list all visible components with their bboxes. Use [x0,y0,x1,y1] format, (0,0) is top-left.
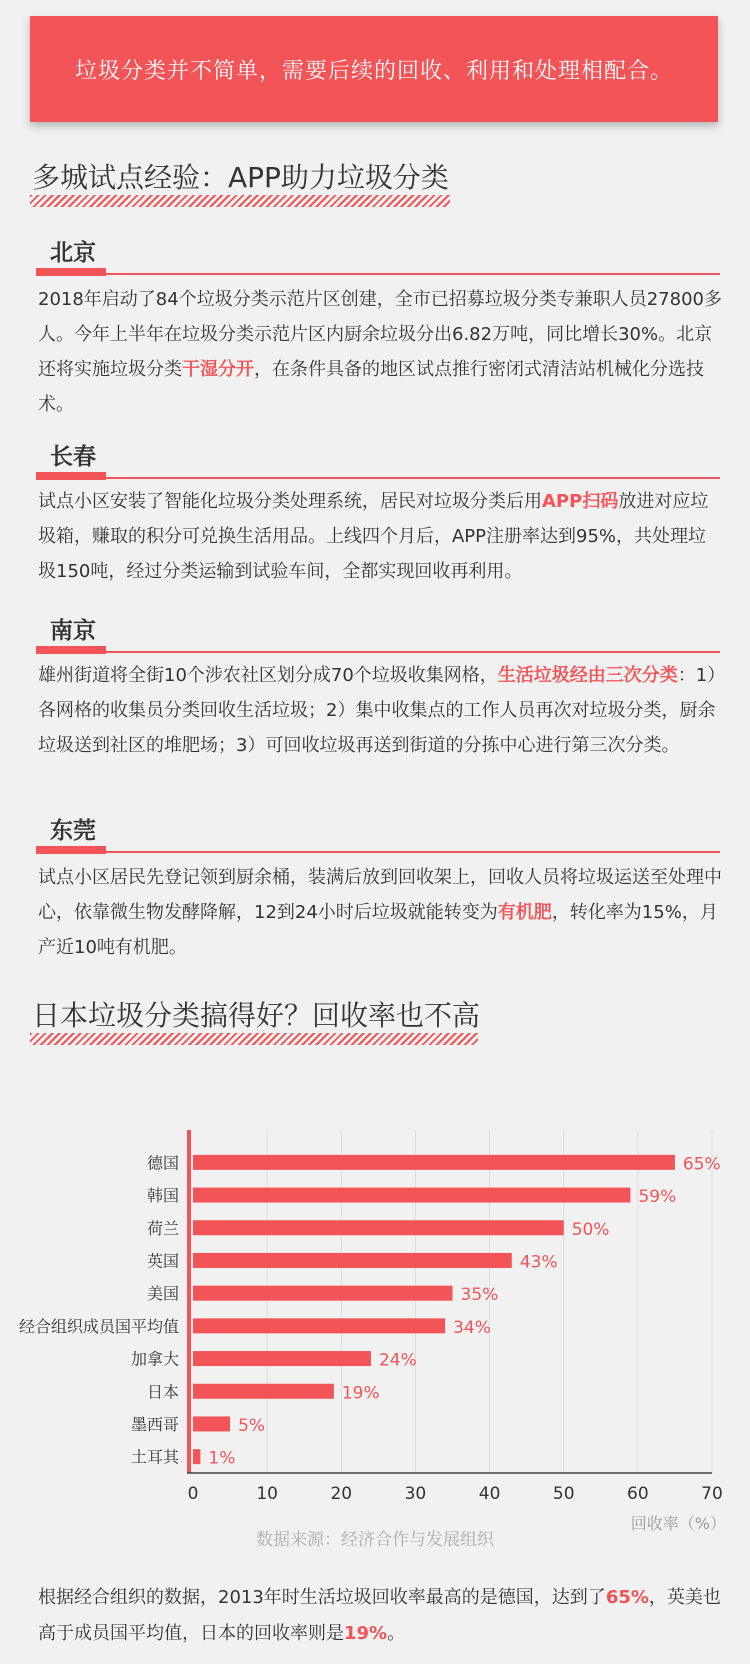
city-divider [36,472,720,480]
category-label: 荷兰 [146,1218,179,1238]
value-label: 19% [341,1383,380,1404]
city-name: 长春 [50,444,96,470]
value-label: 24% [378,1350,417,1371]
bar [193,1449,200,1464]
value-label: 43% [519,1252,558,1273]
bar [193,1253,512,1268]
city-divider [36,268,720,276]
banner-text: 垃圾分类并不简单，需要后续的回收、利用和处理相配合。 [74,58,673,84]
category-label: 美国 [146,1284,179,1304]
category-label: 德国 [146,1153,179,1173]
bar [193,1318,445,1333]
category-label: 日本 [146,1382,179,1402]
x-tick-label: 20 [330,1484,353,1504]
value-label: 50% [571,1219,610,1240]
bar [193,1416,230,1431]
city-paragraph-nanjing: 雄州街道将全街10个涉农社区划分成70个垃圾收集网格，生活垃圾经由三次分类：1）各网格的收集员分类回收生活垃圾；2）集中收集点的工作人员再次对垃圾分类，厨余垃圾送到社区的堆肥场；3）可回收垃圾再送到街道的分拣中心进行第三次分类。 [38,665,717,756]
city-heading-changchun [36,442,720,480]
category-label: 韩国 [146,1186,179,1206]
recycling-rate-bar-chart [0,1130,750,1533]
x-tick-label: 70 [701,1484,723,1504]
bar [193,1188,630,1203]
city-name: 南京 [50,618,96,644]
bar [193,1220,564,1235]
value-label: 65% [682,1154,721,1175]
city-divider [36,846,720,854]
section-title-japan: 日本垃圾分类搞得好？回收率也不高 [32,999,481,1032]
city-heading-dongguan [36,816,720,854]
bar [193,1155,675,1170]
city-heading-beijing [36,238,720,276]
highlight-text: 有机肥 [497,902,552,923]
summary-banner [30,16,718,122]
city-divider [36,646,720,654]
section-title-pilot: 多城试点经验：APP助力垃圾分类 [32,161,449,194]
city-paragraph-beijing: 2018年启动了84个垃圾分类示范片区创建，全市已招募垃圾分类专兼职人员27800多人。今年上半年在垃圾分类示范片区内厨余垃圾分出6.82万吨，同比增长30%。北京还将实施垃圾分类干湿分开，在条件具备的地区试点推行密闭式清洁站机械化分选技术。 [38,289,722,415]
summary-paragraph: 根据经合组织的数据，2013年时生活垃圾回收率最高的是德国，达到了65%，英美也高于成员国平均值，日本的回收率则是19%。 [38,1587,721,1644]
city-name: 北京 [50,240,96,266]
highlight-text: 65% [605,1587,649,1608]
city-name: 东莞 [50,818,96,844]
category-label: 英国 [146,1251,179,1271]
value-label: 34% [453,1317,491,1338]
highlight-text: 19% [344,1623,388,1644]
value-label: 35% [460,1285,499,1306]
highlight-text: APP扫码 [542,491,619,512]
highlight-text: 干湿分开 [182,359,254,380]
highlight-text: 生活垃圾经由三次分类 [497,665,678,686]
category-label: 加拿大 [130,1349,179,1369]
data-source: 数据来源：经济合作与发展组织 [256,1530,494,1550]
city-paragraph-changchun: 试点小区安装了智能化垃圾分类处理系统，居民对垃圾分类后用APP扫码放进对应垃圾箱，赚取的积分可兑换生活用品。上线四个月后，APP注册率达到95%，共处理垃圾150吨，经过分类运输到试验车间，全都实现回收再利用。 [38,491,709,582]
x-tick-label: 50 [552,1484,575,1504]
x-tick-label: 30 [404,1484,427,1504]
x-tick-label: 0 [187,1484,199,1504]
title-underline-stripe [30,195,450,207]
value-label: 59% [638,1187,677,1208]
city-paragraph-dongguan: 试点小区居民先登记领到厨余桶，装满后放到回收架上，回收人员将垃圾运送至处理中心，依靠微生物发酵降解，12到24小时后垃圾就能转变为有机肥，转化率为15%，月产近10吨有机肥。 [38,867,722,958]
x-tick-label: 40 [478,1484,501,1504]
category-label: 经合组织成员国平均值 [18,1316,179,1336]
bar [193,1286,453,1301]
x-tick-label: 60 [627,1484,649,1504]
x-tick-label: 10 [256,1484,278,1504]
category-label: 土耳其 [130,1447,179,1467]
category-label: 墨西哥 [130,1414,179,1434]
value-label: 5% [238,1415,266,1436]
x-axis-label: 回收率（%） [630,1514,726,1533]
city-heading-nanjing [36,616,720,654]
value-label: 1% [208,1448,236,1469]
title-underline-stripe [30,1033,478,1045]
bar [193,1384,334,1399]
bar [193,1351,371,1366]
